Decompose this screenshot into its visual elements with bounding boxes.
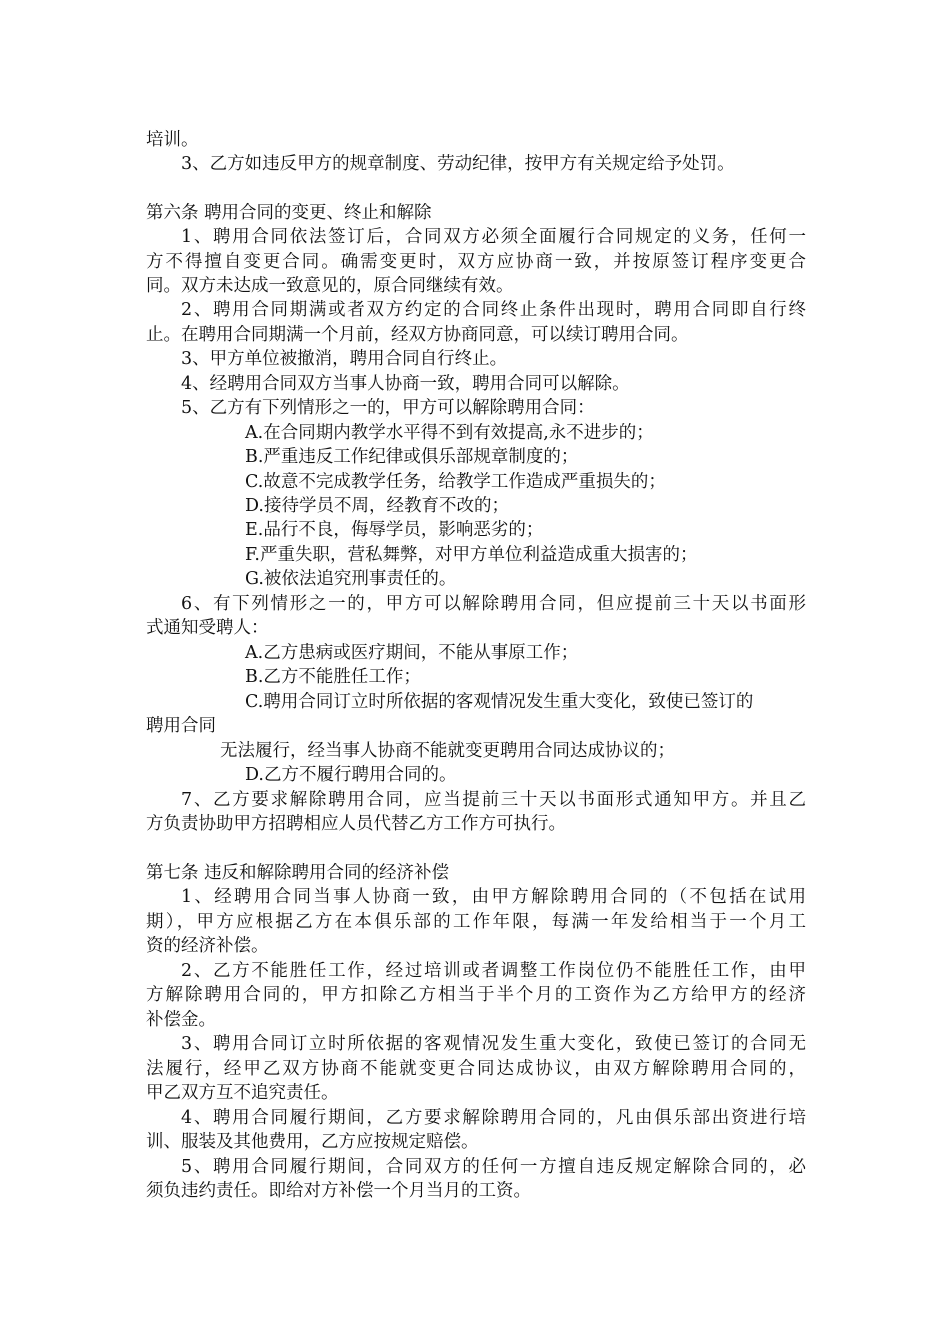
list-item: G.被依法追究刑事责任的。 [245, 569, 457, 589]
text-line: 资的经济补偿。 [146, 936, 269, 956]
text-line: 5、乙方有下列情形之一的，甲方可以解除聘用合同： [181, 398, 595, 418]
list-item: B.严重违反工作纪律或俱乐部规章制度的； [245, 447, 579, 467]
text-line: 方解除聘用合同的，甲方扣除乙方相当于半个月的工资作为乙方给甲方的经济 [146, 985, 806, 1005]
text-line: 7、乙方要求解除聘用合同，应当提前三十天以书面形式通知甲方。并且乙 [181, 790, 806, 810]
text-line: 甲乙双方互不追究责任。 [146, 1083, 339, 1103]
text-line: 补偿金。 [146, 1010, 216, 1030]
text-line: 4、经聘用合同双方当事人协商一致，聘用合同可以解除。 [181, 374, 630, 394]
text-line: 2、聘用合同期满或者双方约定的合同终止条件出现时，聘用合同即自行终 [181, 300, 806, 320]
text-line: 同。双方未达成一致意见的，原合同继续有效。 [146, 276, 514, 296]
list-item: B.乙方不能胜任工作； [245, 667, 421, 687]
text-line: 聘用合同 [146, 716, 216, 736]
list-item: C.聘用合同订立时所依据的客观情况发生重大变化，致使已签订的 [245, 692, 754, 712]
text-line: 训、服装及其他费用，乙方应按规定赔偿。 [146, 1132, 479, 1152]
text-line: 5、聘用合同履行期间，合同双方的任何一方擅自违反规定解除合同的，必 [181, 1157, 806, 1177]
text-line: 须负违约责任。即给对方补偿一个月当月的工资。 [146, 1181, 531, 1201]
text-line: 3、甲方单位被撤消，聘用合同自行终止。 [181, 349, 508, 369]
list-item: A.在合同期内教学水平得不到有效提高,永不进步的； [245, 423, 654, 443]
text-line: 止。在聘用合同期满一个月前，经双方协商同意，可以续订聘用合同。 [146, 325, 689, 345]
list-item: E.品行不良，侮辱学员，影响恶劣的； [245, 520, 544, 540]
section-heading: 第七条 违反和解除聘用合同的经济补偿 [146, 863, 450, 883]
text-line: 培训。 [146, 130, 199, 150]
text-line: 1、聘用合同依法签订后，合同双方必须全面履行合同规定的义务，任何一 [181, 227, 806, 247]
text-line: 2、乙方不能胜任工作，经过培训或者调整工作岗位仍不能胜任工作，由甲 [181, 961, 806, 981]
text-line: 3、乙方如违反甲方的规章制度、劳动纪律，按甲方有关规定给予处罚。 [181, 154, 735, 174]
text-line: 6、有下列情形之一的，甲方可以解除聘用合同，但应提前三十天以书面形 [181, 594, 806, 614]
text-line: 方负责协助甲方招聘相应人员代替乙方工作方可执行。 [146, 814, 566, 834]
list-item: F.严重失职，营私舞弊，对甲方单位利益造成重大损害的； [245, 545, 698, 565]
list-item: D.乙方不履行聘用合同的。 [245, 765, 457, 785]
text-line: 方不得擅自变更合同。确需变更时，双方应协商一致，并按原签订程序变更合 [146, 252, 806, 272]
list-item: A.乙方患病或医疗期间，不能从事原工作； [245, 643, 579, 663]
text-line: 3、聘用合同订立时所依据的客观情况发生重大变化，致使已签订的合同无 [181, 1034, 806, 1054]
text-line: 期），甲方应根据乙方在本俱乐部的工作年限，每满一年发给相当于一个月工 [146, 912, 806, 932]
text-line: 式通知受聘人： [146, 618, 269, 638]
text-line: 4、聘用合同履行期间，乙方要求解除聘用合同的，凡由俱乐部出资进行培 [181, 1108, 806, 1128]
section-heading: 第六条 聘用合同的变更、终止和解除 [146, 203, 432, 223]
text-line: 1、经聘用合同当事人协商一致，由甲方解除聘用合同的（不包括在试用 [181, 887, 806, 907]
text-line: 法履行，经甲乙双方协商不能就变更合同达成协议，由双方解除聘用合同的， [146, 1059, 806, 1079]
text-line: 无法履行，经当事人协商不能就变更聘用合同达成协议的； [220, 741, 675, 761]
list-item: C.故意不完成教学任务，给教学工作造成严重损失的； [245, 472, 666, 492]
list-item: D.接待学员不周，经教育不改的； [245, 496, 509, 516]
